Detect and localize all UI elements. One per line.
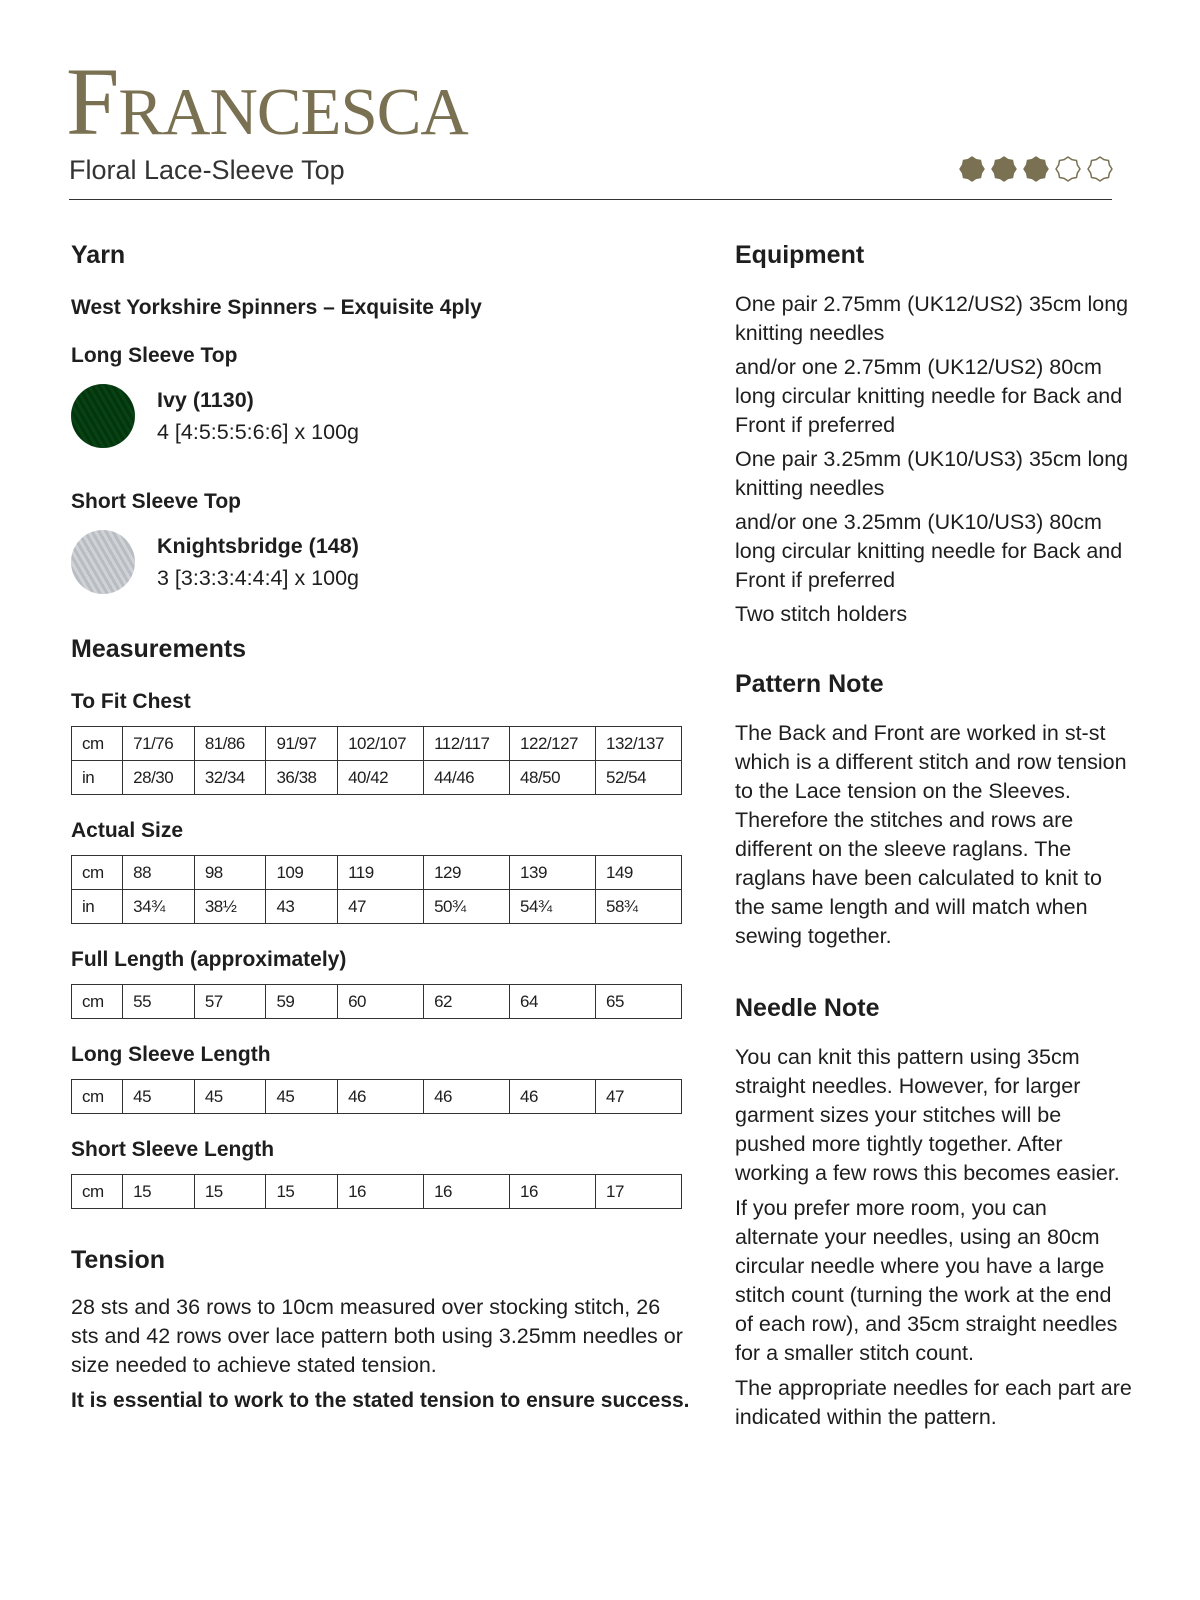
needle-note-paragraph: The appropriate needles for each part are indicated within the pattern.: [735, 1376, 1132, 1429]
size-cell: 55: [123, 985, 195, 1019]
size-cell: 88: [123, 856, 195, 890]
size-cell: 46: [424, 1080, 510, 1114]
tension-text: 28 sts and 36 rows to 10cm measured over stocking stitch, 26 sts and 42 rows over lace pattern both using 3.25mm needles or size needed to achieve stated tension.: [71, 1295, 683, 1377]
size-cell: 45: [123, 1080, 195, 1114]
measurement-tables: [71, 688, 691, 1209]
size-cell: 60: [338, 985, 424, 1019]
unit-cell: cm: [72, 985, 123, 1019]
measurement-table: [71, 855, 682, 924]
header-divider: [69, 199, 1112, 200]
tension-heading: Tension: [71, 1246, 165, 1274]
unit-cell: in: [72, 890, 123, 924]
size-cell: 71/76: [123, 727, 195, 761]
unit-cell: cm: [72, 1175, 123, 1209]
rating-flower-filled-icon: [1023, 156, 1049, 182]
size-cell: 132/137: [596, 727, 682, 761]
size-cell: 46: [338, 1080, 424, 1114]
table-row: [72, 1080, 682, 1114]
measurement-table: [71, 1174, 682, 1209]
size-cell: 45: [266, 1080, 338, 1114]
yarn-quantity: 3 [3:3:3:4:4:4] x 100g: [157, 566, 360, 590]
measurement-table-heading: Full Length (approximately): [71, 948, 347, 971]
yarn-section: [71, 238, 691, 594]
tension-emphasis: It is essential to work to the stated tension to ensure success.: [71, 1389, 690, 1412]
pattern-subtitle: Floral Lace-Sleeve Top: [69, 155, 345, 185]
size-cell: 58¾: [596, 890, 682, 924]
table-row: [72, 727, 682, 761]
table-row: [72, 761, 682, 795]
size-cell: 16: [338, 1175, 424, 1209]
yarn-heading: Yarn: [71, 241, 126, 269]
equipment-item: One pair 3.25mm (UK10/US3) 35cm long knitting needles: [735, 447, 1129, 500]
equipment-item: Two stitch holders: [735, 602, 908, 626]
measurement-table: [71, 984, 682, 1019]
equipment-section: [735, 238, 1135, 629]
short-sleeve-heading: Short Sleeve Top: [71, 490, 241, 513]
measurement-table-heading: Short Sleeve Length: [71, 1138, 275, 1161]
size-cell: 36/38: [266, 761, 338, 795]
size-cell: 47: [338, 890, 424, 924]
equipment-item: and/or one 2.75mm (UK12/US2) 80cm long circular knitting needle for Back and Front if preferred: [735, 355, 1123, 437]
size-cell: 15: [123, 1175, 195, 1209]
rating-flower-filled-icon: [991, 156, 1017, 182]
measurements-section: [71, 632, 691, 1209]
size-cell: 98: [194, 856, 266, 890]
rating-flower-empty-icon: [1055, 156, 1081, 182]
difficulty-rating: [959, 156, 1113, 182]
measurements-heading: Measurements: [71, 635, 247, 663]
size-cell: 50¾: [424, 890, 510, 924]
equipment-item: One pair 2.75mm (UK12/US2) 35cm long knitting needles: [735, 292, 1129, 345]
size-cell: 65: [596, 985, 682, 1019]
equipment-item: and/or one 3.25mm (UK10/US3) 80cm long circular knitting needle for Back and Front if preferred: [735, 510, 1123, 592]
equipment-heading: Equipment: [735, 241, 865, 269]
size-cell: 119: [338, 856, 424, 890]
table-row: [72, 890, 682, 924]
ivy-yarn-swatch: [71, 384, 135, 448]
size-cell: 54¾: [510, 890, 596, 924]
size-cell: 129: [424, 856, 510, 890]
size-cell: 102/107: [338, 727, 424, 761]
size-cell: 81/86: [194, 727, 266, 761]
measurement-table-heading: Actual Size: [71, 819, 184, 842]
size-cell: 32/34: [194, 761, 266, 795]
size-cell: 139: [510, 856, 596, 890]
size-cell: 16: [424, 1175, 510, 1209]
short-sleeve-yarn: [71, 530, 691, 594]
long-sleeve-yarn: [71, 384, 691, 448]
size-cell: 91/97: [266, 727, 338, 761]
pattern-title: Francesca: [66, 48, 468, 155]
table-row: [72, 856, 682, 890]
size-cell: 44/46: [424, 761, 510, 795]
size-cell: 28/30: [123, 761, 195, 795]
pattern-note-heading: Pattern Note: [735, 670, 884, 698]
size-cell: 38½: [194, 890, 266, 924]
yarn-quantity: 4 [4:5:5:5:6:6] x 100g: [157, 420, 360, 444]
size-cell: 48/50: [510, 761, 596, 795]
long-sleeve-heading: Long Sleeve Top: [71, 344, 238, 367]
right-column: [735, 238, 1135, 1432]
yarn-brand: West Yorkshire Spinners – Exquisite 4ply: [71, 296, 482, 319]
unit-cell: cm: [72, 727, 123, 761]
needle-note-heading: Needle Note: [735, 994, 880, 1022]
measurement-table: [71, 1079, 682, 1114]
size-cell: 34¾: [123, 890, 195, 924]
yarn-shade-name: Ivy (1130): [157, 388, 254, 412]
left-column: [71, 238, 691, 1415]
table-row: [72, 985, 682, 1019]
size-cell: 40/42: [338, 761, 424, 795]
table-row: [72, 1175, 682, 1209]
size-cell: 57: [194, 985, 266, 1019]
size-cell: 52/54: [596, 761, 682, 795]
yarn-shade-name: Knightsbridge (148): [157, 534, 359, 558]
measurement-table-heading: To Fit Chest: [71, 690, 191, 713]
unit-cell: cm: [72, 856, 123, 890]
knightsbridge-yarn-swatch: [71, 530, 135, 594]
size-cell: 46: [510, 1080, 596, 1114]
size-cell: 122/127: [510, 727, 596, 761]
size-cell: 64: [510, 985, 596, 1019]
rating-flower-filled-icon: [959, 156, 985, 182]
tension-section: [71, 1243, 691, 1415]
needle-note-section: [735, 991, 1135, 1432]
pattern-note-text: The Back and Front are worked in st-st which is a different stitch and row tension to the Lace tension on the Sleeves. Therefore the stitches and rows are different on the sleeve raglans. The raglans have been calculated to knit to the same length and will match when sewing together.: [735, 721, 1127, 948]
size-cell: 17: [596, 1175, 682, 1209]
unit-cell: in: [72, 761, 123, 795]
size-cell: 47: [596, 1080, 682, 1114]
size-cell: 112/117: [424, 727, 510, 761]
size-cell: 15: [266, 1175, 338, 1209]
pattern-note-section: [735, 667, 1135, 951]
size-cell: 45: [194, 1080, 266, 1114]
rating-flower-empty-icon: [1087, 156, 1113, 182]
size-cell: 109: [266, 856, 338, 890]
size-cell: 16: [510, 1175, 596, 1209]
size-cell: 43: [266, 890, 338, 924]
measurement-table: [71, 726, 682, 795]
unit-cell: cm: [72, 1080, 123, 1114]
needle-note-paragraph: You can knit this pattern using 35cm straight needles. However, for larger garment sizes your stitches will be pushed more tightly together. After working a few rows this becomes easier.: [735, 1045, 1120, 1185]
needle-note-paragraph: If you prefer more room, you can alternate your needles, using an 80cm circular needle where you have a large stitch count (turning the work at the end of each row), and 35cm straight needles for a smaller stitch count.: [735, 1196, 1118, 1365]
size-cell: 59: [266, 985, 338, 1019]
size-cell: 62: [424, 985, 510, 1019]
size-cell: 149: [596, 856, 682, 890]
size-cell: 15: [194, 1175, 266, 1209]
measurement-table-heading: Long Sleeve Length: [71, 1043, 271, 1066]
